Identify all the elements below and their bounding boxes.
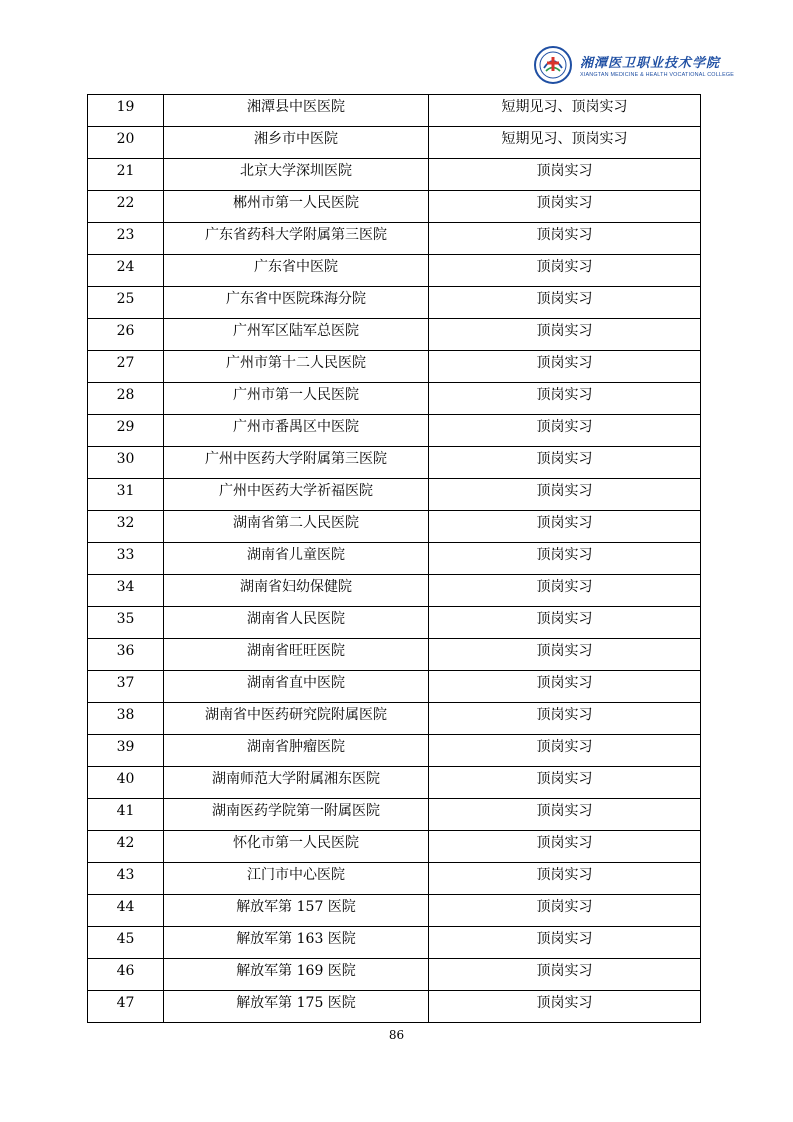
hospital-name-cell-text: 解放军第 157 医院: [236, 899, 356, 915]
internship-type-cell: [429, 671, 701, 703]
internship-type-cell-text: 顶岗实习: [536, 227, 593, 243]
internship-type-cell: [429, 799, 701, 831]
internship-type-cell: [429, 159, 701, 191]
internship-type-cell-text: 顶岗实习: [536, 835, 593, 851]
row-number-cell-text: 31: [116, 483, 135, 499]
hospital-name-cell: [164, 479, 429, 511]
internship-type-cell-text: 顶岗实习: [536, 163, 593, 179]
row-number-cell-text: 39: [116, 739, 135, 755]
table-row: [88, 799, 701, 831]
internship-type-cell: [429, 287, 701, 319]
row-number-cell: [88, 799, 164, 831]
internship-type-cell-text: 顶岗实习: [536, 931, 593, 947]
school-name-cn: 湘潭医卫职业技术学院: [580, 56, 721, 71]
internship-type-cell: [429, 895, 701, 927]
hospital-name-cell-text: 北京大学深圳医院: [240, 163, 352, 179]
internship-type-cell-text: 顶岗实习: [536, 707, 593, 723]
internship-type-cell-text: 顶岗实习: [536, 867, 593, 883]
hospital-name-cell-text: 广州市番禺区中医院: [233, 419, 359, 435]
internship-type-cell: [429, 831, 701, 863]
hospital-name-cell: [164, 703, 429, 735]
row-number-cell-text: 32: [116, 515, 135, 531]
table-row: [88, 159, 701, 191]
internship-type-cell: [429, 863, 701, 895]
table-row: [88, 959, 701, 991]
hospital-name-cell: [164, 831, 429, 863]
row-number-cell-text: 25: [116, 291, 135, 307]
table-body: [88, 95, 701, 1023]
school-name-en: XIANGTAN MEDICINE & HEALTH VOCATIONAL COLLEGE: [580, 72, 735, 78]
internship-type-cell: [429, 95, 701, 127]
row-number-cell-text: 37: [116, 675, 135, 691]
internship-type-cell-text: 顶岗实习: [536, 195, 593, 211]
table-row: [88, 543, 701, 575]
table-row: [88, 607, 701, 639]
table-row: [88, 991, 701, 1023]
hospital-name-cell: [164, 927, 429, 959]
hospital-name-cell: [164, 95, 429, 127]
internship-type-cell-text: 顶岗实习: [536, 771, 593, 787]
hospital-name-cell-text: 解放军第 169 医院: [236, 963, 356, 979]
internship-type-cell: [429, 415, 701, 447]
hospital-name-cell: [164, 671, 429, 703]
hospital-name-cell-text: 广州中医药大学附属第三医院: [205, 451, 387, 467]
hospital-name-cell: [164, 543, 429, 575]
table-row: [88, 671, 701, 703]
row-number-cell: [88, 543, 164, 575]
row-number-cell-text: 19: [116, 99, 135, 115]
hospital-name-cell-text: 广州中医药大学祈福医院: [219, 483, 373, 499]
row-number-cell: [88, 991, 164, 1023]
row-number-cell-text: 22: [116, 195, 135, 211]
row-number-cell-text: 23: [116, 227, 135, 243]
table-row: [88, 255, 701, 287]
internship-type-cell: [429, 223, 701, 255]
row-number-cell: [88, 607, 164, 639]
table-row: [88, 703, 701, 735]
hospital-name-cell-text: 怀化市第一人民医院: [233, 835, 359, 851]
table-row: [88, 223, 701, 255]
row-number-cell: [88, 447, 164, 479]
row-number-cell: [88, 95, 164, 127]
hospital-name-cell: [164, 799, 429, 831]
hospital-name-cell: [164, 319, 429, 351]
row-number-cell: [88, 287, 164, 319]
table-row: [88, 95, 701, 127]
row-number-cell-text: 43: [116, 867, 135, 883]
hospital-name-cell: [164, 767, 429, 799]
internship-type-cell: [429, 991, 701, 1023]
internship-type-cell: [429, 127, 701, 159]
row-number-cell: [88, 831, 164, 863]
hospital-name-cell: [164, 383, 429, 415]
table-row: [88, 895, 701, 927]
internship-type-cell-text: 顶岗实习: [536, 547, 593, 563]
row-number-cell: [88, 959, 164, 991]
hospital-name-cell: [164, 287, 429, 319]
hospital-name-cell-text: 湖南省旺旺医院: [247, 643, 345, 659]
hospital-name-cell: [164, 415, 429, 447]
internship-type-cell: [429, 511, 701, 543]
internship-type-cell-text: 顶岗实习: [536, 483, 593, 499]
internship-type-cell: [429, 543, 701, 575]
internship-type-cell: [429, 447, 701, 479]
hospital-name-cell: [164, 895, 429, 927]
internship-type-cell-text: 顶岗实习: [536, 995, 593, 1011]
internship-type-cell: [429, 639, 701, 671]
row-number-cell: [88, 319, 164, 351]
row-number-cell-text: 47: [116, 995, 135, 1011]
hospital-name-cell-text: 湖南师范大学附属湘东医院: [212, 771, 380, 787]
hospital-name-cell-text: 广东省中医院: [254, 259, 338, 275]
hospital-name-cell-text: 广东省中医院珠海分院: [226, 291, 366, 307]
row-number-cell-text: 40: [116, 771, 135, 787]
hospital-name-cell: [164, 255, 429, 287]
hospital-name-cell: [164, 863, 429, 895]
row-number-cell: [88, 671, 164, 703]
hospital-name-cell: [164, 959, 429, 991]
hospital-name-cell-text: 郴州市第一人民医院: [233, 195, 359, 211]
internship-type-cell: [429, 735, 701, 767]
internship-type-cell-text: 顶岗实习: [536, 963, 593, 979]
hospital-name-cell: [164, 223, 429, 255]
row-number-cell-text: 38: [116, 707, 135, 723]
table-row: [88, 735, 701, 767]
row-number-cell: [88, 255, 164, 287]
header-logo: [534, 46, 735, 88]
row-number-cell-text: 42: [116, 835, 135, 851]
table-row: [88, 479, 701, 511]
table-row: [88, 831, 701, 863]
row-number-cell-text: 26: [116, 323, 135, 339]
row-number-cell-text: 41: [116, 803, 135, 819]
row-number-cell: [88, 895, 164, 927]
row-number-cell: [88, 575, 164, 607]
table-row: [88, 863, 701, 895]
row-number-cell: [88, 159, 164, 191]
hospital-name-cell-text: 江门市中心医院: [247, 867, 345, 883]
row-number-cell-text: 27: [116, 355, 135, 371]
hospital-name-cell: [164, 639, 429, 671]
hospital-name-cell: [164, 607, 429, 639]
row-number-cell: [88, 479, 164, 511]
row-number-cell: [88, 767, 164, 799]
internship-type-cell-text: 顶岗实习: [536, 355, 593, 371]
internship-type-cell-text: 顶岗实习: [536, 899, 593, 915]
internship-type-cell: [429, 319, 701, 351]
internship-type-cell-text: 顶岗实习: [536, 291, 593, 307]
table-row: [88, 287, 701, 319]
hospital-name-cell: [164, 511, 429, 543]
hospital-name-cell: [164, 447, 429, 479]
row-number-cell: [88, 863, 164, 895]
internship-type-cell: [429, 191, 701, 223]
internship-type-cell-text: 顶岗实习: [536, 451, 593, 467]
internship-type-cell-text: 顶岗实习: [536, 259, 593, 275]
row-number-cell-text: 36: [116, 643, 135, 659]
row-number-cell: [88, 191, 164, 223]
row-number-cell: [88, 383, 164, 415]
hospital-name-cell: [164, 127, 429, 159]
row-number-cell-text: 44: [116, 899, 135, 915]
hospital-name-cell-text: 解放军第 175 医院: [236, 995, 356, 1011]
hospital-name-cell-text: 湖南省妇幼保健院: [240, 579, 352, 595]
internship-type-cell-text: 顶岗实习: [536, 675, 593, 691]
row-number-cell: [88, 223, 164, 255]
hospital-name-cell-text: 湖南医药学院第一附属医院: [212, 803, 380, 819]
hospital-table: [87, 94, 700, 1023]
row-number-cell-text: 46: [116, 963, 135, 979]
row-number-cell: [88, 927, 164, 959]
internship-type-cell: [429, 383, 701, 415]
internship-type-cell-text: 顶岗实习: [536, 643, 593, 659]
row-number-cell-text: 24: [116, 259, 135, 275]
hospital-name-cell: [164, 735, 429, 767]
table-row: [88, 191, 701, 223]
internship-type-cell: [429, 927, 701, 959]
row-number-cell-text: 28: [116, 387, 135, 403]
table-row: [88, 511, 701, 543]
school-emblem-icon: [534, 46, 572, 84]
row-number-cell-text: 34: [116, 579, 135, 595]
hospital-name-cell: [164, 575, 429, 607]
table-row: [88, 383, 701, 415]
table-row: [88, 415, 701, 447]
internship-type-cell: [429, 575, 701, 607]
table-row: [88, 319, 701, 351]
table-row: [88, 639, 701, 671]
internship-type-cell-text: 短期见习、顶岗实习: [501, 131, 628, 147]
internship-type-cell-text: 短期见习、顶岗实习: [501, 99, 628, 115]
hospital-name-cell-text: 湖南省人民医院: [247, 611, 345, 627]
internship-type-cell-text: 顶岗实习: [536, 803, 593, 819]
row-number-cell: [88, 735, 164, 767]
hospital-name-cell-text: 湘潭县中医医院: [247, 99, 345, 115]
internship-type-cell: [429, 607, 701, 639]
row-number-cell-text: 35: [116, 611, 135, 627]
hospital-name-cell: [164, 191, 429, 223]
row-number-cell-text: 30: [116, 451, 135, 467]
row-number-cell: [88, 127, 164, 159]
table-row: [88, 447, 701, 479]
row-number-cell: [88, 639, 164, 671]
row-number-cell-text: 20: [116, 131, 135, 147]
internship-type-cell-text: 顶岗实习: [536, 515, 593, 531]
page-number: 86: [388, 1028, 405, 1042]
internship-type-cell: [429, 703, 701, 735]
hospital-name-cell-text: 广东省药科大学附属第三医院: [205, 227, 387, 243]
internship-type-cell: [429, 479, 701, 511]
table-row: [88, 767, 701, 799]
hospital-name-cell-text: 湖南省直中医院: [247, 675, 345, 691]
internship-type-cell-text: 顶岗实习: [536, 611, 593, 627]
table-row: [88, 351, 701, 383]
internship-type-cell: [429, 959, 701, 991]
hospital-name-cell-text: 广州军区陆军总医院: [233, 323, 359, 339]
hospital-name-cell: [164, 991, 429, 1023]
row-number-cell: [88, 351, 164, 383]
row-number-cell-text: 33: [116, 547, 135, 563]
table-row: [88, 575, 701, 607]
internship-type-cell-text: 顶岗实习: [536, 387, 593, 403]
row-number-cell: [88, 703, 164, 735]
table-row: [88, 127, 701, 159]
internship-type-cell: [429, 255, 701, 287]
row-number-cell: [88, 511, 164, 543]
internship-type-cell-text: 顶岗实习: [536, 419, 593, 435]
internship-type-cell-text: 顶岗实习: [536, 579, 593, 595]
internship-type-cell: [429, 351, 701, 383]
table-row: [88, 927, 701, 959]
hospital-name-cell-text: 广州市第十二人民医院: [226, 355, 366, 371]
hospital-name-cell-text: 湖南省中医药研究院附属医院: [205, 707, 387, 723]
internship-type-cell: [429, 767, 701, 799]
hospital-name-cell: [164, 159, 429, 191]
hospital-name-cell-text: 湖南省第二人民医院: [233, 515, 359, 531]
hospital-name-cell: [164, 351, 429, 383]
row-number-cell-text: 29: [116, 419, 135, 435]
row-number-cell-text: 21: [116, 163, 135, 179]
row-number-cell: [88, 415, 164, 447]
hospital-name-cell-text: 解放军第 163 医院: [236, 931, 356, 947]
row-number-cell-text: 45: [116, 931, 135, 947]
internship-type-cell-text: 顶岗实习: [536, 323, 593, 339]
hospital-name-cell-text: 湖南省儿童医院: [247, 547, 345, 563]
hospital-name-cell-text: 湖南省肿瘤医院: [247, 739, 345, 755]
internship-type-cell-text: 顶岗实习: [536, 739, 593, 755]
hospital-name-cell-text: 广州市第一人民医院: [233, 387, 359, 403]
hospital-name-cell-text: 湘乡市中医院: [254, 131, 338, 147]
